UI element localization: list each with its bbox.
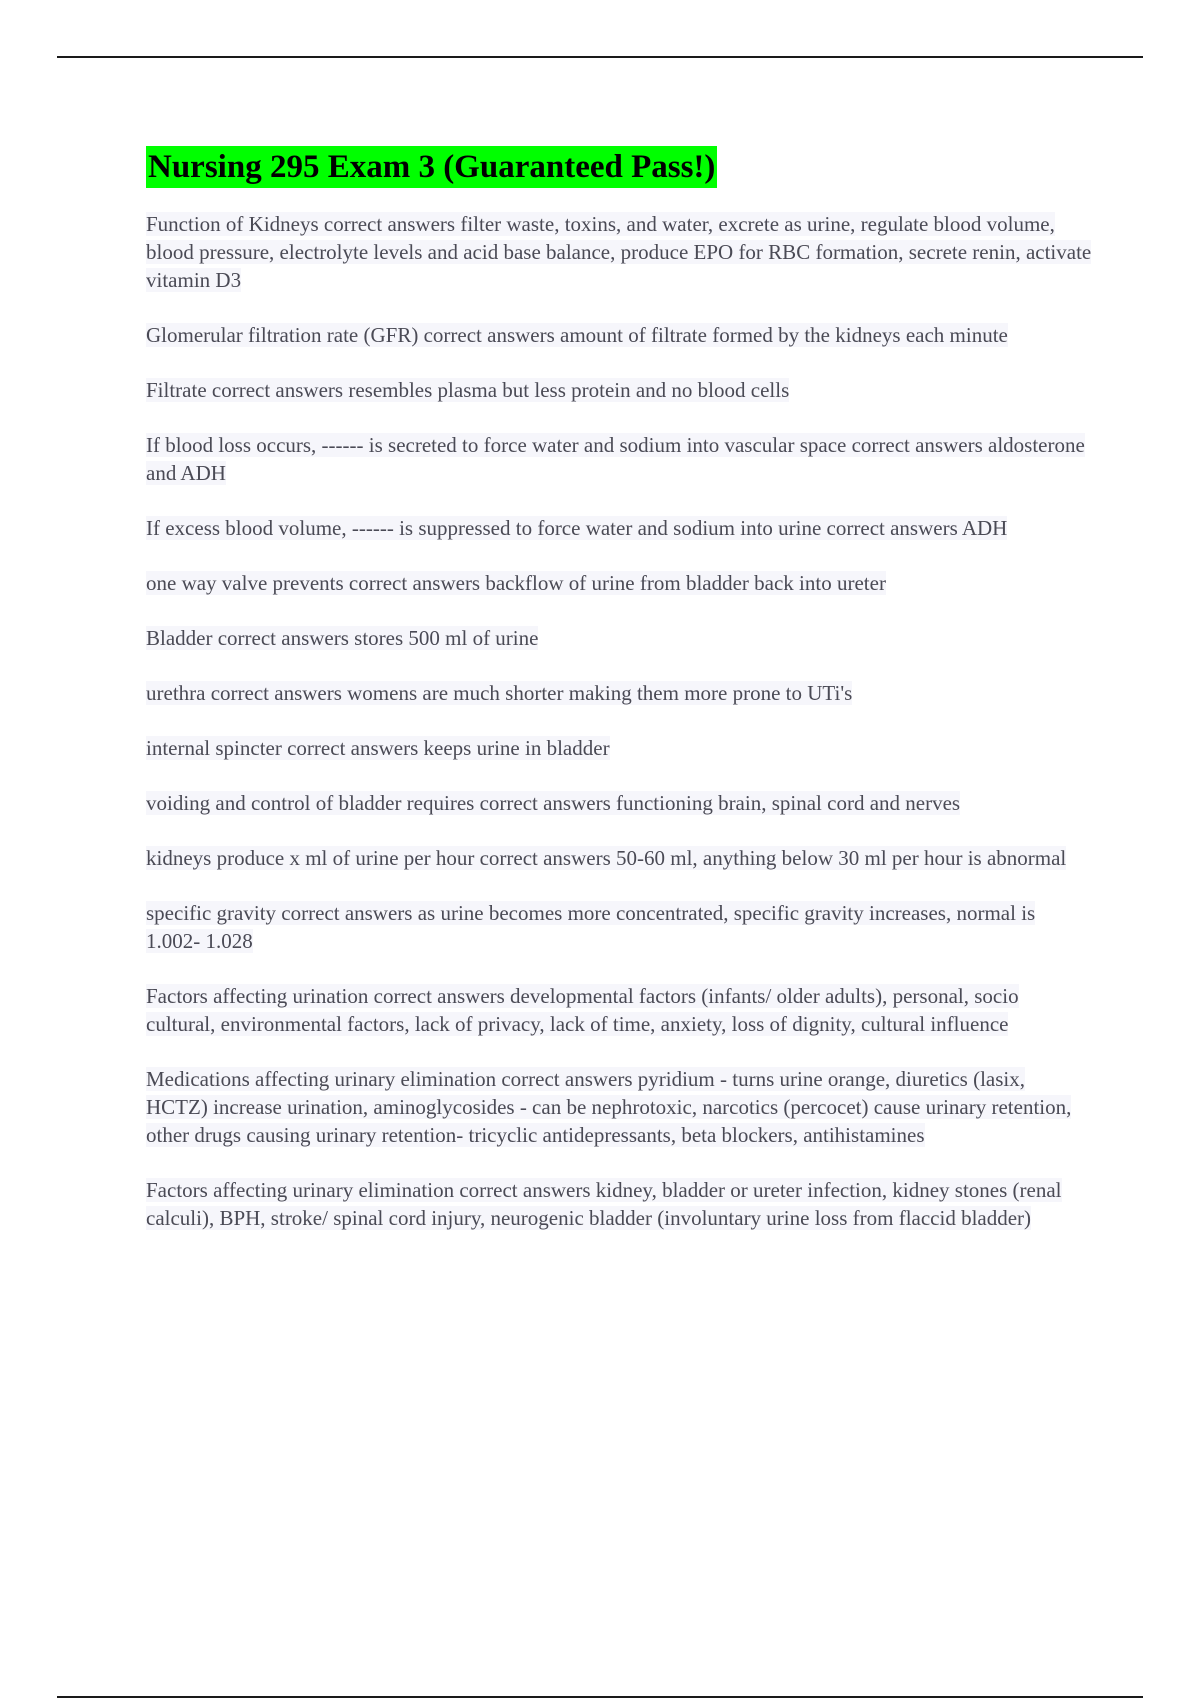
qa-item — [146, 321, 1092, 349]
qa-text: Bladder correct answers stores 500 ml of urine — [146, 626, 539, 650]
qa-text: one way valve prevents correct answers backflow of urine from bladder back into ureter — [146, 571, 886, 595]
qa-text: Medications affecting urinary elimination correct answers pyridium - turns urine orange, diuretics (lasix, HCTZ) increase urination, aminoglycosides - can be nephrotoxic, narcotics (percocet) cause urinary retention, other drugs causing urinary retention- tricyclic antidepressants, beta blockers, antihistamines — [146, 1067, 1072, 1147]
qa-text: Glomerular filtration rate (GFR) correct answers amount of filtrate formed by the kidneys each minute — [146, 323, 1008, 347]
qa-text: Factors affecting urinary elimination correct answers kidney, bladder or ureter infection, kidney stones (renal calculi), BPH, stroke/ spinal cord injury, neurogenic bladder (involuntary urine loss from flaccid bladder) — [146, 1178, 1062, 1230]
qa-item — [146, 899, 1092, 955]
qa-item — [146, 569, 1092, 597]
qa-item — [146, 844, 1092, 872]
qa-item — [146, 514, 1092, 542]
qa-text: Factors affecting urination correct answers developmental factors (infants/ older adults), personal, socio cultural, environmental factors, lack of privacy, lack of time, anxiety, loss of dignity, cultural influence — [146, 984, 1019, 1036]
qa-text: internal spincter correct answers keeps urine in bladder — [146, 736, 610, 760]
qa-text: kidneys produce x ml of urine per hour correct answers 50-60 ml, anything below 30 ml per hour is abnormal — [146, 846, 1067, 870]
qa-text: voiding and control of bladder requires correct answers functioning brain, spinal cord and nerves — [146, 791, 961, 815]
bottom-rule — [57, 1696, 1143, 1698]
document-body — [146, 146, 1092, 1232]
qa-item — [146, 376, 1092, 404]
qa-text: specific gravity correct answers as urine becomes more concentrated, specific gravity increases, normal is 1.002- 1.028 — [146, 901, 1036, 953]
qa-item — [146, 624, 1092, 652]
top-rule — [57, 56, 1143, 58]
qa-text: Filtrate correct answers resembles plasma but less protein and no blood cells — [146, 378, 790, 402]
document-title: Nursing 295 Exam 3 (Guaranteed Pass!) — [146, 146, 717, 188]
qa-item — [146, 431, 1092, 487]
qa-text: urethra correct answers womens are much shorter making them more prone to UTi's — [146, 681, 853, 705]
qa-item — [146, 1065, 1092, 1149]
qa-text: If blood loss occurs, ------ is secreted to force water and sodium into vascular space correct answers aldosterone and ADH — [146, 433, 1085, 485]
qa-item — [146, 734, 1092, 762]
qa-text: Function of Kidneys correct answers filter waste, toxins, and water, excrete as urine, regulate blood volume, blood pressure, electrolyte levels and acid base balance, produce EPO for RBC formation, secrete renin, activate vitamin D3 — [146, 212, 1092, 292]
qa-item — [146, 982, 1092, 1038]
qa-text: If excess blood volume, ------ is suppressed to force water and sodium into urine correct answers ADH — [146, 516, 1008, 540]
qa-item — [146, 1176, 1092, 1232]
qa-item — [146, 789, 1092, 817]
qa-item — [146, 210, 1092, 294]
qa-item — [146, 679, 1092, 707]
